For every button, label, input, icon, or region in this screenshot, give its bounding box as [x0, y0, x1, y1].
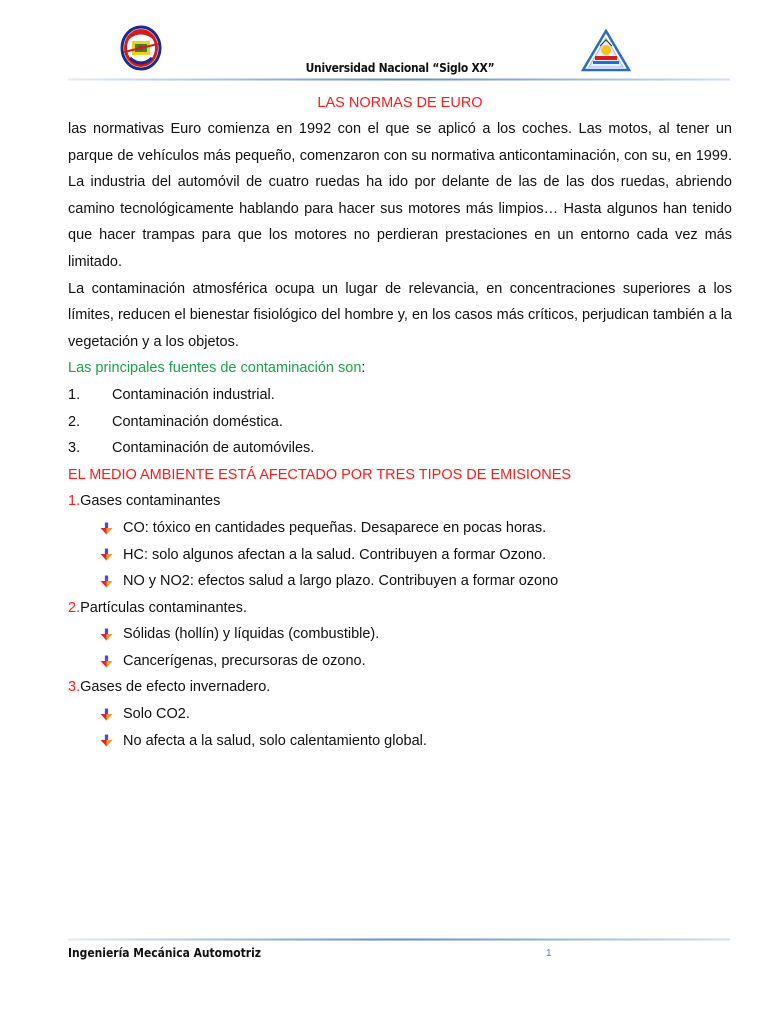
- bullet-text: NO y NO2: efectos salud a largo plazo. Contribuyen a formar ozono: [123, 573, 559, 590]
- group-heading: [68, 674, 732, 701]
- bullet-item: [68, 542, 732, 569]
- triangle-emblem-icon: [580, 28, 632, 74]
- list-number: 1.: [68, 386, 81, 403]
- sources-intro-text: Las principales fuentes de contaminación son: [68, 360, 362, 377]
- header-title: Universidad Nacional “Siglo XX”: [305, 60, 495, 75]
- bullet-text: No afecta a la salud, solo calentamiento global.: [123, 732, 427, 749]
- list-text: Contaminación doméstica.: [112, 413, 283, 430]
- bullet-text: CO: tóxico en cantidades pequeñas. Desaparece en pocas horas.: [123, 519, 547, 536]
- list-text: Contaminación industrial.: [112, 386, 275, 403]
- group-heading: [68, 595, 732, 622]
- bullet-text: HC: solo algunos afectan a la salud. Contribuyen a formar Ozono.: [123, 546, 547, 563]
- group-title: Gases de efecto invernadero.: [80, 679, 271, 696]
- bullet-item: [68, 621, 732, 648]
- page-number: 1: [546, 948, 552, 959]
- down-arrow-bullet-icon: [100, 522, 113, 535]
- down-arrow-bullet-icon: [100, 628, 113, 641]
- bullet-item: [68, 568, 732, 595]
- section-heading: EL MEDIO AMBIENTE ESTÁ AFECTADO POR TRES TIPOS DE EMISIONES: [68, 466, 572, 483]
- list-number: 2.: [68, 413, 81, 430]
- footer-divider: [68, 938, 730, 941]
- list-item: [68, 435, 732, 462]
- list-text: Contaminación de automóviles.: [112, 440, 315, 457]
- sources-intro: [68, 355, 732, 382]
- header-divider: [68, 78, 730, 81]
- bullet-text: Cancerígenas, precursoras de ozono.: [123, 652, 366, 669]
- down-arrow-bullet-icon: [100, 655, 113, 668]
- paragraph: La contaminación atmosférica ocupa un lugar de relevancia, en concentraciones superiores a los límites, reducen el bienestar fisiológico del hombre y, en los casos más críticos, perjudican también a la vegetación y a los objetos.: [68, 280, 732, 350]
- list-number: 3.: [68, 440, 81, 457]
- group-number: 3.: [68, 679, 81, 696]
- group-number: 2.: [68, 599, 81, 616]
- document-title: LAS NORMAS DE EURO: [317, 95, 483, 111]
- sources-intro-colon: :: [361, 360, 366, 377]
- down-arrow-bullet-icon: [100, 708, 113, 721]
- down-arrow-bullet-icon: [100, 734, 113, 747]
- footer-title: Ingeniería Mecánica Automotriz: [68, 945, 262, 960]
- down-arrow-bullet-icon: [100, 575, 113, 588]
- paragraph: las normativas Euro comienza en 1992 con el que se aplicó a los coches. Las motos, al tener un parque de vehículos más pequeño, comenzaron con su normativa anticontaminación, con su, en 1999. La industria del automóvil de cuatro ruedas ha ido por delante de las de las dos ruedas, abriendo camino tecnológicamente hablando para hacer sus motores más limpios… Hasta algunos han tenido que hacer trampas para que los motores no perdieran prestaciones en un entorno cada vez más limitado.: [68, 121, 732, 270]
- bullet-item: [68, 701, 732, 728]
- list-item: [68, 409, 732, 436]
- bullet-item: [68, 728, 732, 755]
- group-heading: [68, 488, 732, 515]
- list-item: [68, 382, 732, 409]
- group-title: Gases contaminantes: [80, 493, 221, 510]
- document-body: [68, 90, 732, 754]
- bullet-text: Solo CO2.: [123, 706, 190, 723]
- bullet-item: [68, 515, 732, 542]
- group-number: 1.: [68, 493, 81, 510]
- group-title: Partículas contaminantes.: [80, 599, 247, 616]
- down-arrow-bullet-icon: [100, 548, 113, 561]
- bullet-item: [68, 648, 732, 675]
- bullet-text: Sólidas (hollín) y líquidas (combustible).: [123, 626, 380, 643]
